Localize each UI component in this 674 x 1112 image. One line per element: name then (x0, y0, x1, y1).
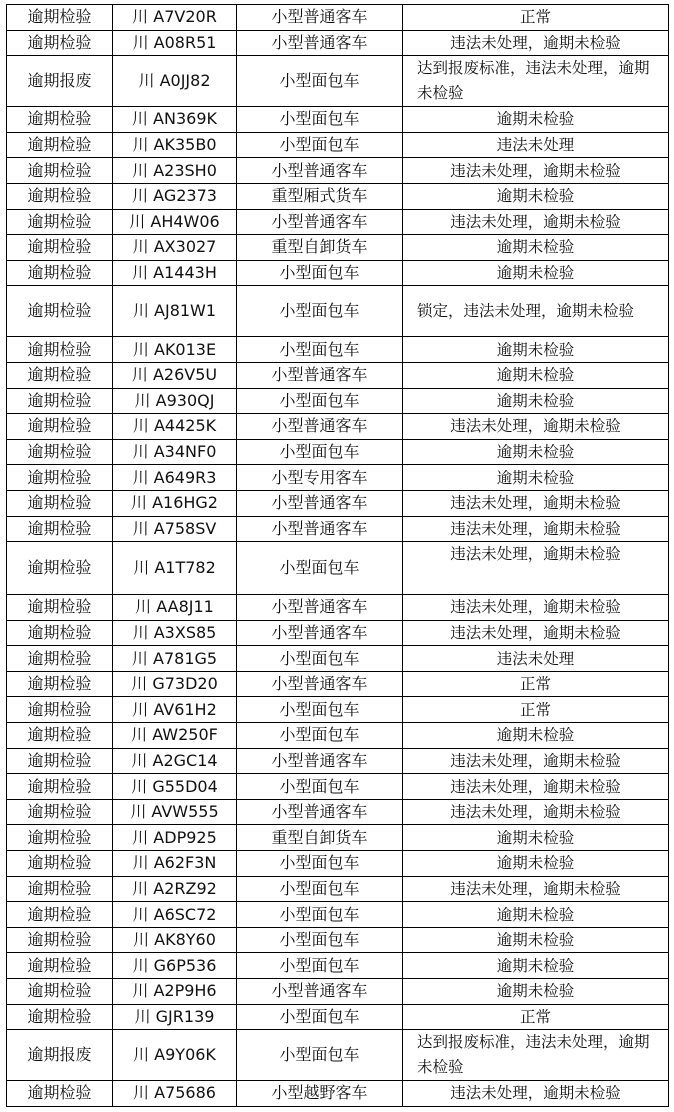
plate-number-cell: 川 A758SV (113, 516, 237, 542)
vehicle-type-cell: 小型普通客车 (237, 158, 403, 184)
vehicle-type-cell: 小型面包车 (237, 774, 403, 800)
status-cell: 违法未处理，逾期未检验 (403, 620, 669, 646)
table-row (7, 595, 669, 621)
status-cell: 逾期未检验 (403, 107, 669, 133)
vehicle-type-cell: 小型普通客车 (237, 209, 403, 235)
vehicle-type-cell: 小型普通客车 (237, 748, 403, 774)
status-cell: 违法未处理，逾期未检验 (403, 542, 669, 595)
vehicle-type-cell: 小型面包车 (237, 927, 403, 953)
plate-number-cell: 川 A62F3N (113, 851, 237, 877)
table-row (7, 465, 669, 491)
status-cell: 违法未处理，逾期未检验 (403, 158, 669, 184)
vehicle-type-cell: 小型越野客车 (237, 1081, 403, 1107)
vehicle-type-cell: 小型普通客车 (237, 362, 403, 388)
vehicle-state-cell: 逾期检验 (7, 723, 113, 749)
vehicle-type-cell: 小型普通客车 (237, 30, 403, 56)
vehicle-type-cell: 小型普通客车 (237, 671, 403, 697)
plate-number-cell: 川 A781G5 (113, 646, 237, 672)
status-cell: 违法未处理，逾期未检验 (403, 516, 669, 542)
plate-number-cell: 川 AX3027 (113, 235, 237, 261)
vehicle-type-cell: 小型面包车 (237, 697, 403, 723)
table-row (7, 30, 669, 56)
vehicle-state-cell: 逾期检验 (7, 183, 113, 209)
table-row (7, 1004, 669, 1030)
vehicle-state-cell: 逾期检验 (7, 851, 113, 877)
table-row (7, 876, 669, 902)
vehicle-state-cell: 逾期检验 (7, 595, 113, 621)
vehicle-type-cell: 小型普通客车 (237, 516, 403, 542)
vehicle-state-cell: 逾期检验 (7, 107, 113, 133)
table-row (7, 723, 669, 749)
vehicle-type-cell: 重型自卸货车 (237, 235, 403, 261)
vehicle-state-cell: 逾期检验 (7, 5, 113, 31)
vehicle-type-cell: 重型自卸货车 (237, 825, 403, 851)
status-cell: 逾期未检验 (403, 439, 669, 465)
vehicle-state-cell: 逾期检验 (7, 414, 113, 440)
vehicle-state-cell: 逾期检验 (7, 235, 113, 261)
vehicle-state-cell: 逾期检验 (7, 362, 113, 388)
vehicle-state-cell: 逾期检验 (7, 286, 113, 337)
status-cell: 达到报废标准，违法未处理，逾期未检验 (403, 1030, 669, 1081)
vehicle-type-cell: 小型普通客车 (237, 414, 403, 440)
plate-number-cell: 川 G6P536 (113, 953, 237, 979)
plate-number-cell: 川 A0JJ82 (113, 56, 237, 107)
vehicle-state-cell: 逾期检验 (7, 516, 113, 542)
plate-number-cell: 川 A1T782 (113, 542, 237, 595)
vehicle-type-cell: 重型厢式货车 (237, 183, 403, 209)
vehicle-state-cell: 逾期检验 (7, 748, 113, 774)
table-row (7, 56, 669, 107)
vehicle-state-cell: 逾期检验 (7, 620, 113, 646)
vehicle-type-cell: 小型普通客车 (237, 799, 403, 825)
table-row (7, 414, 669, 440)
vehicle-state-cell: 逾期检验 (7, 260, 113, 286)
plate-number-cell: 川 AK35B0 (113, 132, 237, 158)
plate-number-cell: 川 GJR139 (113, 1004, 237, 1030)
status-cell: 正常 (403, 5, 669, 31)
plate-number-cell: 川 ADP925 (113, 825, 237, 851)
vehicle-state-cell: 逾期报废 (7, 56, 113, 107)
vehicle-type-cell: 小型面包车 (237, 260, 403, 286)
vehicle-state-cell: 逾期检验 (7, 876, 113, 902)
vehicle-type-cell: 小型普通客车 (237, 595, 403, 621)
vehicle-state-cell: 逾期检验 (7, 953, 113, 979)
plate-number-cell: 川 A4425K (113, 414, 237, 440)
table-row (7, 388, 669, 414)
status-cell: 逾期未检验 (403, 927, 669, 953)
status-cell: 违法未处理，逾期未检验 (403, 30, 669, 56)
vehicle-type-cell: 小型面包车 (237, 132, 403, 158)
table-row (7, 183, 669, 209)
status-cell: 逾期未检验 (403, 851, 669, 877)
table-row (7, 490, 669, 516)
vehicle-type-cell: 小型面包车 (237, 646, 403, 672)
status-cell: 违法未处理 (403, 132, 669, 158)
vehicle-type-cell: 小型面包车 (237, 388, 403, 414)
vehicle-state-cell: 逾期报废 (7, 1030, 113, 1081)
plate-number-cell: 川 A9Y06K (113, 1030, 237, 1081)
vehicle-state-cell: 逾期检验 (7, 439, 113, 465)
table-row (7, 260, 669, 286)
table-row (7, 439, 669, 465)
table-row (7, 158, 669, 184)
table-row (7, 799, 669, 825)
vehicle-type-cell: 小型专用客车 (237, 465, 403, 491)
status-cell: 正常 (403, 697, 669, 723)
status-cell: 违法未处理 (403, 646, 669, 672)
plate-number-cell: 川 A2GC14 (113, 748, 237, 774)
table-row (7, 542, 669, 595)
table-row (7, 132, 669, 158)
status-cell: 违法未处理，逾期未检验 (403, 595, 669, 621)
plate-number-cell: 川 G73D20 (113, 671, 237, 697)
status-cell: 达到报废标准，违法未处理，逾期未检验 (403, 56, 669, 107)
vehicle-state-cell: 逾期检验 (7, 671, 113, 697)
table-row (7, 851, 669, 877)
plate-number-cell: 川 AJ81W1 (113, 286, 237, 337)
plate-number-cell: 川 AV61H2 (113, 697, 237, 723)
status-cell: 逾期未检验 (403, 260, 669, 286)
vehicle-state-cell: 逾期检验 (7, 799, 113, 825)
vehicle-type-cell: 小型面包车 (237, 902, 403, 928)
table-row (7, 927, 669, 953)
plate-number-cell: 川 A6SC72 (113, 902, 237, 928)
table-row (7, 774, 669, 800)
vehicle-state-cell: 逾期检验 (7, 646, 113, 672)
plate-number-cell: 川 AW250F (113, 723, 237, 749)
vehicle-type-cell: 小型面包车 (237, 876, 403, 902)
vehicle-type-cell: 小型面包车 (237, 56, 403, 107)
vehicle-state-cell: 逾期检验 (7, 337, 113, 363)
vehicle-state-cell: 逾期检验 (7, 542, 113, 595)
table-row (7, 337, 669, 363)
plate-number-cell: 川 A3XS85 (113, 620, 237, 646)
table-row (7, 1030, 669, 1081)
vehicle-state-cell: 逾期检验 (7, 927, 113, 953)
status-cell: 逾期未检验 (403, 235, 669, 261)
status-cell: 正常 (403, 1004, 669, 1030)
vehicle-table-body (7, 5, 669, 1107)
table-row (7, 5, 669, 31)
status-cell: 逾期未检验 (403, 825, 669, 851)
vehicle-state-cell: 逾期检验 (7, 697, 113, 723)
table-row (7, 953, 669, 979)
table-row (7, 286, 669, 337)
status-cell: 逾期未检验 (403, 902, 669, 928)
vehicle-type-cell: 小型普通客车 (237, 5, 403, 31)
vehicle-state-cell: 逾期检验 (7, 825, 113, 851)
status-cell: 违法未处理，逾期未检验 (403, 209, 669, 235)
status-cell: 违法未处理，逾期未检验 (403, 774, 669, 800)
vehicle-type-cell: 小型面包车 (237, 953, 403, 979)
table-row (7, 516, 669, 542)
status-cell: 正常 (403, 671, 669, 697)
plate-number-cell: 川 A16HG2 (113, 490, 237, 516)
vehicle-type-cell: 小型面包车 (237, 337, 403, 363)
plate-number-cell: 川 A75686 (113, 1081, 237, 1107)
vehicle-type-cell: 小型面包车 (237, 107, 403, 133)
vehicle-state-cell: 逾期检验 (7, 388, 113, 414)
status-cell: 违法未处理，逾期未检验 (403, 414, 669, 440)
status-cell: 逾期未检验 (403, 723, 669, 749)
vehicle-type-cell: 小型面包车 (237, 542, 403, 595)
table-row (7, 979, 669, 1005)
status-cell: 逾期未检验 (403, 388, 669, 414)
status-cell: 逾期未检验 (403, 465, 669, 491)
vehicle-type-cell: 小型普通客车 (237, 979, 403, 1005)
vehicle-state-cell: 逾期检验 (7, 30, 113, 56)
plate-number-cell: 川 A930QJ (113, 388, 237, 414)
vehicle-state-cell: 逾期检验 (7, 158, 113, 184)
table-row (7, 748, 669, 774)
vehicle-state-cell: 逾期检验 (7, 132, 113, 158)
vehicle-state-cell: 逾期检验 (7, 979, 113, 1005)
plate-number-cell: 川 AK8Y60 (113, 927, 237, 953)
plate-number-cell: 川 AA8J11 (113, 595, 237, 621)
status-cell: 逾期未检验 (403, 362, 669, 388)
vehicle-state-cell: 逾期检验 (7, 1004, 113, 1030)
plate-number-cell: 川 A7V20R (113, 5, 237, 31)
status-cell: 违法未处理，逾期未检验 (403, 748, 669, 774)
plate-number-cell: 川 A1443H (113, 260, 237, 286)
table-row (7, 697, 669, 723)
vehicle-type-cell: 小型普通客车 (237, 620, 403, 646)
status-cell: 违法未处理，逾期未检验 (403, 876, 669, 902)
plate-number-cell: 川 AN369K (113, 107, 237, 133)
plate-number-cell: 川 A2P9H6 (113, 979, 237, 1005)
plate-number-cell: 川 A23SH0 (113, 158, 237, 184)
vehicle-type-cell: 小型面包车 (237, 286, 403, 337)
vehicle-state-cell: 逾期检验 (7, 209, 113, 235)
table-row (7, 107, 669, 133)
vehicle-status-table (6, 4, 669, 1107)
table-row (7, 235, 669, 261)
table-row (7, 362, 669, 388)
status-cell: 逾期未检验 (403, 337, 669, 363)
status-cell: 逾期未检验 (403, 953, 669, 979)
vehicle-table-container (6, 4, 668, 1107)
table-row (7, 209, 669, 235)
vehicle-type-cell: 小型面包车 (237, 1030, 403, 1081)
plate-number-cell: 川 AG2373 (113, 183, 237, 209)
plate-number-cell: 川 AK013E (113, 337, 237, 363)
table-row (7, 902, 669, 928)
vehicle-state-cell: 逾期检验 (7, 1081, 113, 1107)
status-cell: 违法未处理，逾期未检验 (403, 1081, 669, 1107)
status-cell: 违法未处理，逾期未检验 (403, 490, 669, 516)
table-row (7, 825, 669, 851)
vehicle-type-cell: 小型面包车 (237, 439, 403, 465)
vehicle-type-cell: 小型普通客车 (237, 490, 403, 516)
plate-number-cell: 川 A26V5U (113, 362, 237, 388)
vehicle-type-cell: 小型面包车 (237, 851, 403, 877)
plate-number-cell: 川 A08R51 (113, 30, 237, 56)
table-row (7, 1081, 669, 1107)
table-row (7, 646, 669, 672)
status-cell: 逾期未检验 (403, 183, 669, 209)
vehicle-type-cell: 小型面包车 (237, 723, 403, 749)
vehicle-state-cell: 逾期检验 (7, 490, 113, 516)
plate-number-cell: 川 A34NF0 (113, 439, 237, 465)
table-row (7, 620, 669, 646)
status-cell: 逾期未检验 (403, 979, 669, 1005)
plate-number-cell: 川 AVW555 (113, 799, 237, 825)
vehicle-state-cell: 逾期检验 (7, 902, 113, 928)
vehicle-type-cell: 小型面包车 (237, 1004, 403, 1030)
vehicle-state-cell: 逾期检验 (7, 774, 113, 800)
status-cell: 违法未处理，逾期未检验 (403, 799, 669, 825)
table-row (7, 671, 669, 697)
plate-number-cell: 川 A649R3 (113, 465, 237, 491)
plate-number-cell: 川 A2RZ92 (113, 876, 237, 902)
plate-number-cell: 川 G55D04 (113, 774, 237, 800)
plate-number-cell: 川 AH4W06 (113, 209, 237, 235)
vehicle-state-cell: 逾期检验 (7, 465, 113, 491)
status-cell: 锁定，违法未处理，逾期未检验 (403, 286, 669, 337)
